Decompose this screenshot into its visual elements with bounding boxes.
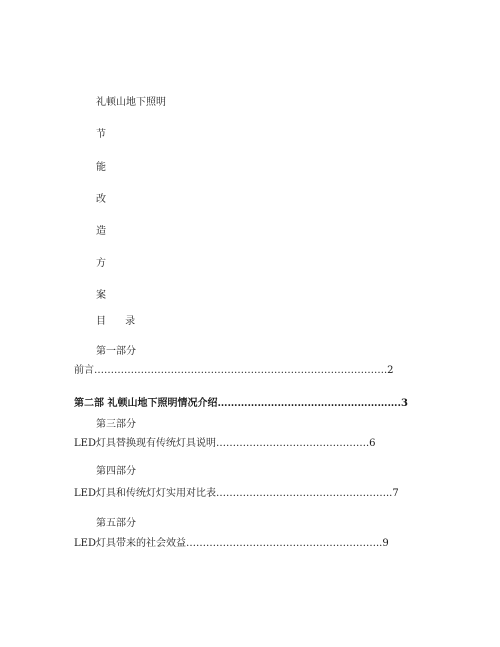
title-char-4: 造 bbox=[96, 226, 106, 237]
toc-entry-1: 前言…………………………………………………………………………….2 bbox=[74, 365, 394, 376]
title-char-3: 改 bbox=[96, 194, 106, 205]
toc-entry-2: 第二部 礼顿山地下照明情况介绍……………………………………………….3 bbox=[74, 398, 408, 409]
toc-part-label-5: 第五部分 bbox=[96, 518, 136, 529]
toc-entry-5: LED灯具带来的社会效益…………………………………………………..9 bbox=[74, 538, 389, 549]
toc-entry-3: LED灯具替换现有传统灯具说明……………………………………….6 bbox=[74, 438, 376, 449]
toc-part-label-4: 第四部分 bbox=[96, 466, 136, 477]
toc-part-label-1: 第一部分 bbox=[96, 346, 136, 357]
title-char-2: 能 bbox=[96, 162, 106, 173]
title-char-1: 节 bbox=[96, 129, 106, 140]
toc-heading: 目 录 bbox=[96, 316, 144, 327]
title-char-6: 案 bbox=[96, 290, 106, 301]
toc-part-label-3: 第三部分 bbox=[96, 419, 136, 430]
toc-entry-4: LED灯具和传统灯灯实用对比表……………………………………………..7 bbox=[74, 488, 399, 499]
title-char-5: 方 bbox=[96, 258, 106, 269]
document-title: 礼顿山地下照明 bbox=[96, 97, 166, 108]
